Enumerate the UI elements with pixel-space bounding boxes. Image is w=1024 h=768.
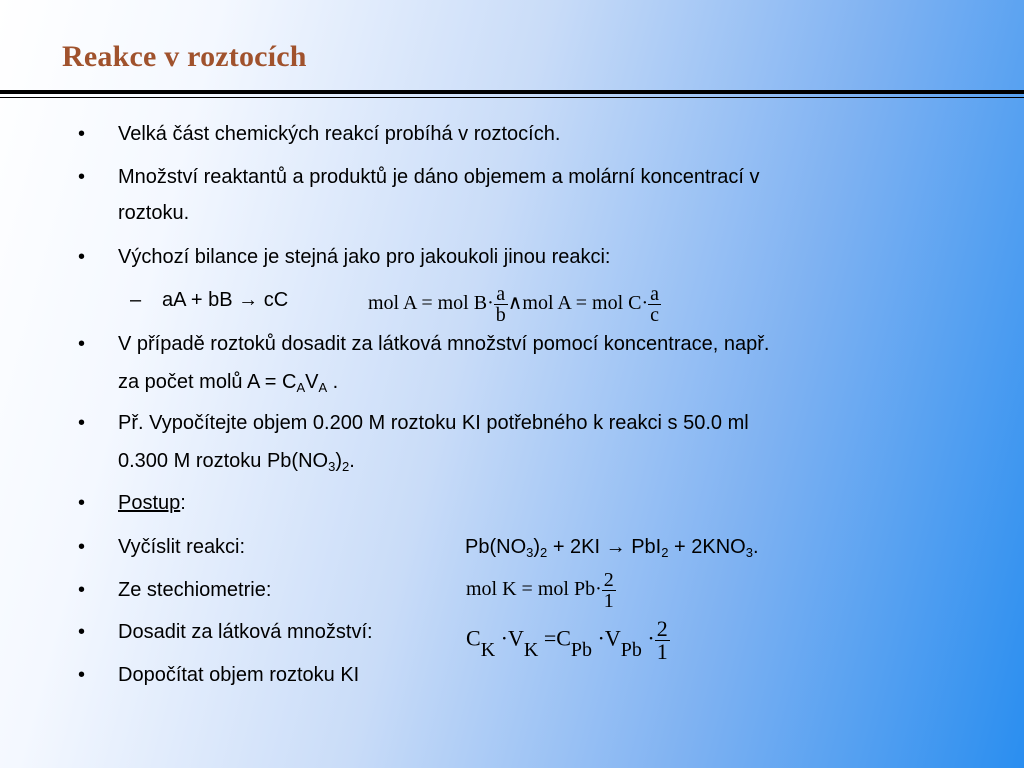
- bullet-text: Př. Vypočítejte objem 0.200 M roztoku KI potřebného k reakci s 50.0 ml: [118, 412, 749, 434]
- bullet-text: za počet molů $A = C_AV_A$ .: [118, 371, 339, 395]
- formula-text: mol A = mol B·: [368, 292, 494, 315]
- bullet-marker: •: [78, 664, 86, 686]
- fraction: [602, 570, 616, 611]
- postup-underlined: Postup: [118, 492, 181, 514]
- fraction-denominator: 1: [603, 590, 614, 612]
- bullet-text: V případě roztoků dosadit za látková množství pomocí koncentrace, např.: [118, 333, 770, 355]
- bullet-marker: •: [78, 536, 86, 558]
- bullet-marker: •: [78, 579, 86, 601]
- bullet-text: Velká část chemických reakcí probíhá v roztocích.: [118, 123, 561, 145]
- formula-text: mol K = mol Pb·: [466, 578, 602, 601]
- fraction-denominator: b: [495, 304, 506, 326]
- bullet-text: Výchozí bilance je stejná jako pro jakoukoli jinou reakci:: [118, 246, 611, 268]
- bullet-marker: •: [78, 166, 86, 188]
- sub-bullet-marker: –: [130, 289, 142, 311]
- formula-text: ∧: [507, 292, 523, 315]
- bullet-text: roztoku.: [118, 202, 190, 224]
- bullet-text: Postup:: [118, 492, 186, 514]
- fraction: [648, 284, 661, 325]
- bullet-text: Množství reaktantů a produktů je dáno objemem a molární koncentrací v: [118, 166, 760, 188]
- bullet-marker: •: [78, 412, 86, 434]
- formula-stoichiometry: [466, 570, 616, 611]
- bullet-marker: •: [78, 333, 86, 355]
- bullet-text: 0.300 M roztoku $Pb(NO_3)_2$.: [118, 450, 355, 474]
- fraction: [655, 618, 670, 663]
- fraction-numerator: 2: [603, 569, 614, 591]
- reaction-equation: $Pb(NO_3)_2 + 2KI \to PbI_2 + 2KNO_3$.: [465, 536, 759, 560]
- slide-title: Reakce v roztocích: [62, 40, 307, 73]
- bullet-text: Vyčíslit reakci:: [118, 536, 246, 558]
- bullet-marker: •: [78, 621, 86, 643]
- fraction-denominator: 1: [656, 639, 668, 664]
- fraction: [494, 284, 508, 325]
- fraction-numerator: a: [496, 283, 506, 305]
- bullet-text: Ze stechiometrie:: [118, 579, 272, 601]
- fraction-numerator: a: [650, 283, 660, 305]
- bullet-text: Dosadit za látková množství:: [118, 621, 373, 643]
- bullet-marker: •: [78, 123, 86, 145]
- bullet-marker: •: [78, 246, 86, 268]
- fraction-numerator: 2: [656, 616, 668, 641]
- formula-text: mol A = mol C·: [522, 292, 649, 315]
- fraction-denominator: c: [650, 304, 660, 326]
- sub-bullet-text: aA + bB → cC: [162, 289, 289, 311]
- bullet-text: Dopočítat objem roztoku KI: [118, 664, 360, 686]
- formula-concentration: CK ·VK =CPb ·VPb · $\frac{2}{1}$: [466, 616, 668, 664]
- formula-mole-balance: [368, 284, 661, 325]
- bullet-marker: •: [78, 492, 86, 514]
